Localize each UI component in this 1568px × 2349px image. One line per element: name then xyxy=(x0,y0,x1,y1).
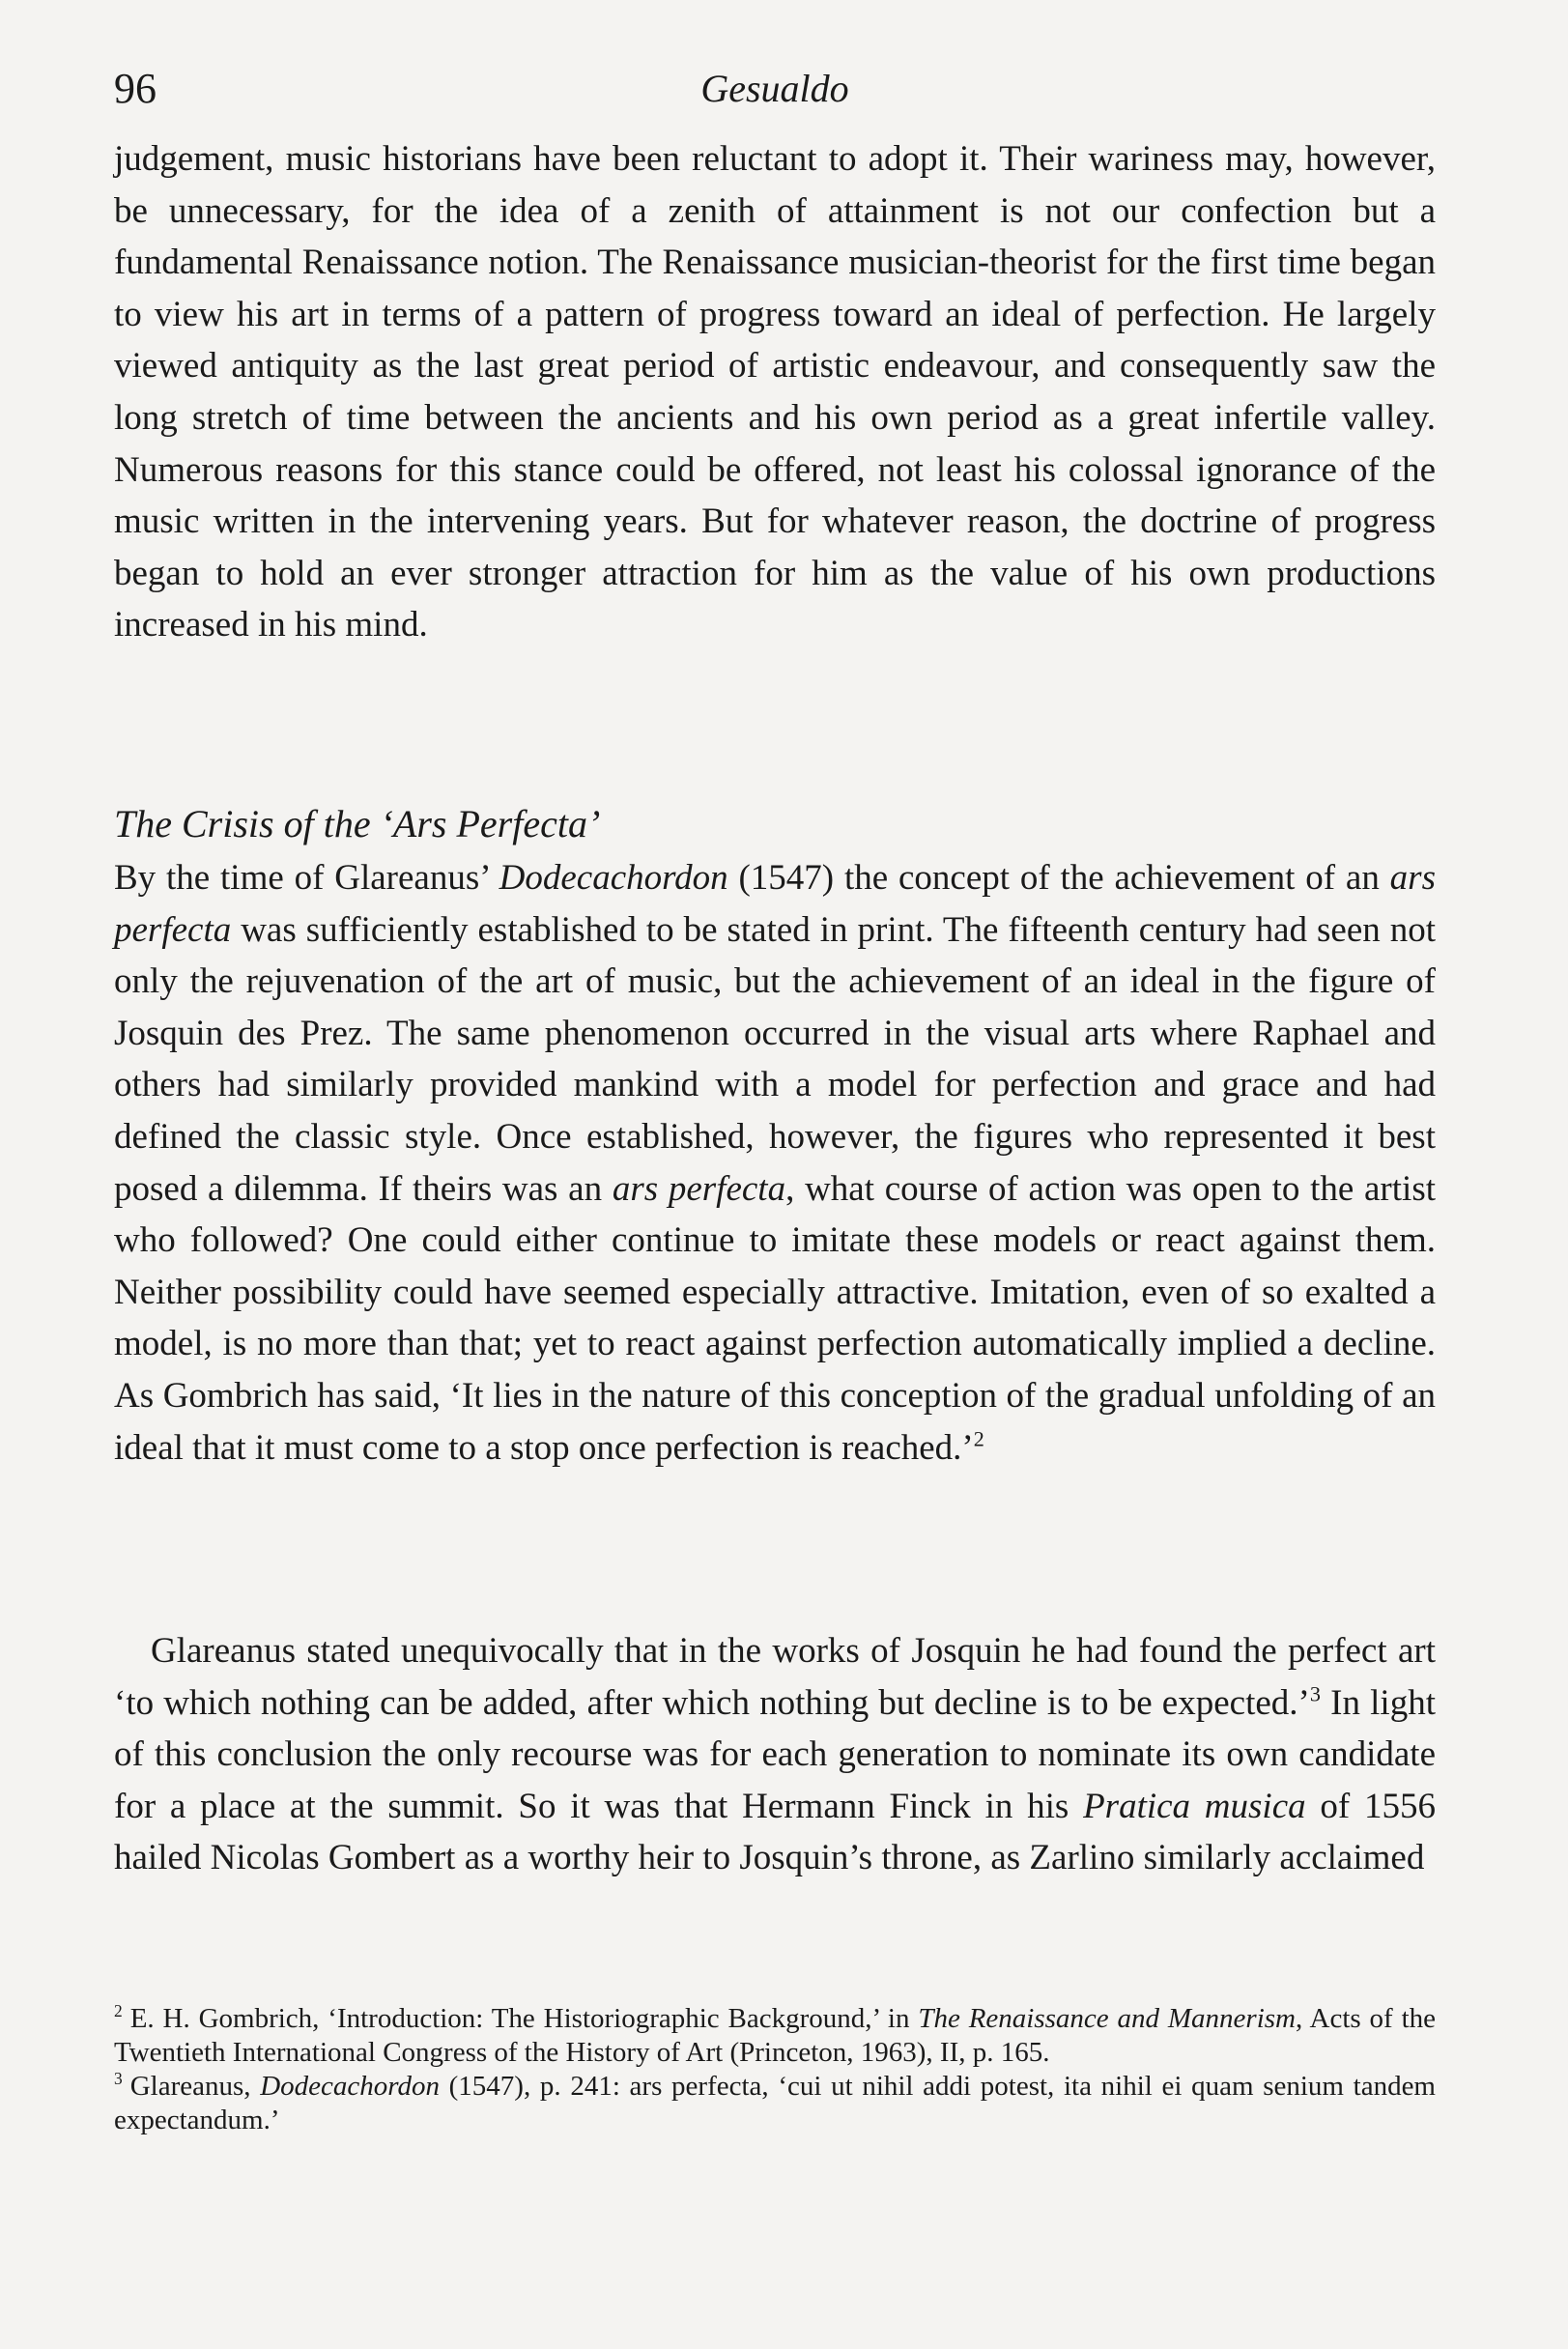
paragraph-2-text-1: By the time of Glareanus’ xyxy=(114,858,499,898)
footnote-ref-2: 2 xyxy=(973,1426,984,1451)
footnote-3-marker: 3 xyxy=(114,2069,123,2089)
paragraph-2-text-3: was sufficiently established to be stated in print. The fifteenth century had seen not only the rejuvenation of the art of music, but the achievement of an ideal in the figure of Josquin des Prez. The same phenomenon occurred in the visual arts where Raphael and others had similarly provided mankind with a model for perfection and grace and had defined the classic style. Once established, however, the figures who represented it best posed a dilemma. If theirs was an xyxy=(114,909,1436,1209)
paragraph-3-text-3: of 1556 hailed Nicolas Gombert as a worthy heir to Josquin’s throne, as Zarlino similarly acclaimed xyxy=(114,1786,1436,1878)
body-paragraph-3 xyxy=(114,1625,1436,1884)
footnote-3-text-2: (1547), p. 241: ars perfecta, ‘cui ut nihil addi potest, ita nihil ei quam senium tandem expectandum.’ xyxy=(114,2071,1436,2135)
body-paragraph-1 xyxy=(114,133,1436,651)
paragraph-3-title-pratica-musica: Pratica musica xyxy=(1083,1786,1306,1826)
paragraph-2-text-4: , what course of action was open to the artist who followed? One could either continue to imitate these models or react against them. Neither possibility could have seemed especially attractive. Imitation, even of so exalted a model, is no more than that; yet to react against perfection automatically implied a decline. As Gombrich has said, ‘It lies in the nature of this conception of the gradual unfolding of an ideal that it must come to a stop once perfection is reached.’ xyxy=(114,1168,1436,1468)
footnote-2 xyxy=(114,2002,1436,2070)
body-paragraph-2 xyxy=(114,852,1436,1474)
paragraph-3-text-1: Glareanus stated unequivocally that in the works of Josquin he had found the perfect art ‘to which nothing can be added, after which nothing but decline is to be expected.’ xyxy=(114,1631,1436,1723)
footnote-2-title: The Renaissance and Mannerism xyxy=(918,2003,1296,2034)
paragraph-3-text-2: In light of this conclusion the only recourse was for each generation to nominate its own candidate for a place at the summit. So it was that Hermann Finck in his xyxy=(114,1682,1436,1826)
footnote-ref-3: 3 xyxy=(1309,1681,1321,1706)
footnote-3 xyxy=(114,2070,1436,2137)
footnotes xyxy=(114,2002,1436,2137)
footnote-3-text-1: Glareanus, xyxy=(129,2071,261,2102)
footnote-3-title: Dodecachordon xyxy=(260,2071,440,2102)
paragraph-2-term-ars-perfecta-2: ars perfecta xyxy=(612,1168,786,1209)
paragraph-1-text: judgement, music historians have been reluctant to adopt it. Their wariness may, however, be unnecessary, for the idea of a zenith of attainment is not our confection but a fundamental Renaissance notion. The Renaissance musician-theorist for the first time began to view his art in terms of a pattern of progress toward an ideal of perfection. He largely viewed antiquity as the last great period of artistic endeavour, and consequently saw the long stretch of time between the ancients and his own period as a great infertile valley. Numerous reasons for this stance could be offered, not least his colossal ignorance of the music written in the intervening years. But for whatever reason, the doctrine of progress began to hold an ever stronger attraction for him as the value of his own productions increased in his mind. xyxy=(114,139,1436,645)
paragraph-2-text-2: (1547) the concept of the achievement of an xyxy=(727,858,1390,898)
footnote-2-marker: 2 xyxy=(114,2001,123,2021)
paragraph-2-term-ars-perfecta: ars perfecta xyxy=(114,858,1436,950)
footnote-2-text-1: E. H. Gombrich, ‘Introduction: The Historiographic Background,’ in xyxy=(129,2003,919,2034)
section-heading: The Crisis of the ‘Ars Perfecta’ xyxy=(114,802,601,845)
page-number: 96 xyxy=(114,65,157,112)
running-head xyxy=(114,60,1436,118)
footnote-2-text-2: , Acts of the Twentieth International Congress of the History of Art (Princeton, 1963), II, p. 165. xyxy=(114,2003,1436,2068)
paragraph-2-title-dodecachordon: Dodecachordon xyxy=(499,858,728,898)
running-title: Gesualdo xyxy=(700,67,849,110)
